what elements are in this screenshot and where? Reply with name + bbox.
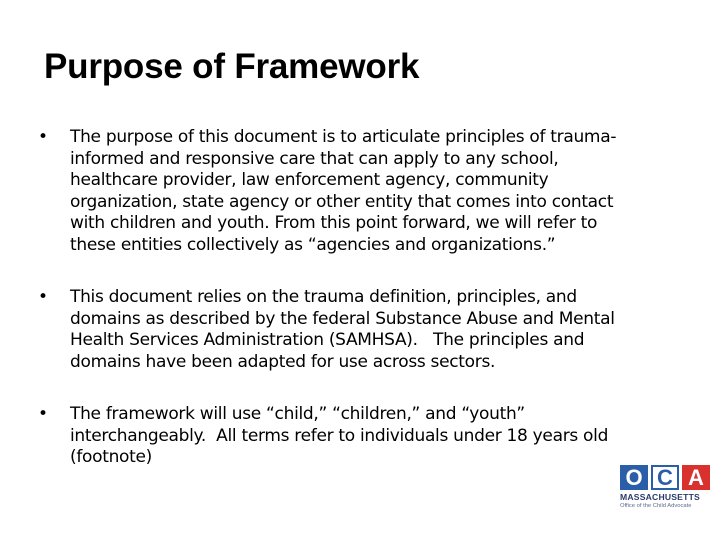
bullet-line: domains have been adapted for use across sectors. xyxy=(70,351,496,372)
bullet-text xyxy=(70,287,678,373)
bullet-line: (footnote) xyxy=(70,447,153,467)
bullet-line: organization, state agency or other entity that comes into contact xyxy=(70,191,614,212)
logo-letter-a: A xyxy=(682,465,710,490)
slide-title: Purpose of Framework xyxy=(44,47,420,86)
bullet-line: informed and responsive care that can apply to any school, xyxy=(70,148,559,169)
logo-office-name: Office of the Child Advocate xyxy=(620,503,692,509)
bullet-marker: • xyxy=(38,287,49,307)
bullet-line: domains as described by the federal Substance Abuse and Mental xyxy=(70,308,615,329)
logo-state-name: MASSACHUSETTS xyxy=(620,492,700,502)
logo-letter-c: C xyxy=(651,465,679,490)
oca-logo xyxy=(620,465,712,511)
bullet-item xyxy=(38,404,678,469)
logo-letter-o: O xyxy=(620,465,648,490)
bullet-item xyxy=(38,287,678,373)
bullet-line: The purpose of this document is to articulate principles of trauma- xyxy=(70,127,617,147)
bullet-text xyxy=(70,127,678,256)
bullet-line: The framework will use “child,” “children,” and “youth” xyxy=(70,404,525,424)
bullet-item xyxy=(38,127,678,256)
bullet-text xyxy=(70,404,678,469)
bullet-line: This document relies on the trauma definition, principles, and xyxy=(70,287,577,307)
bullet-line: interchangeably. All terms refer to individuals under 18 years old xyxy=(70,425,609,446)
bullet-line: Health Services Administration (SAMHSA). The principles and xyxy=(70,330,585,350)
logo-tiles xyxy=(620,465,712,490)
bullet-marker: • xyxy=(38,127,49,147)
bullet-line: with children and youth. From this point forward, we will refer to xyxy=(70,213,598,233)
bullet-line: these entities collectively as “agencies and organizations.” xyxy=(70,234,556,255)
bullet-marker: • xyxy=(38,404,49,424)
bullet-line: healthcare provider, law enforcement agency, community xyxy=(70,170,549,190)
